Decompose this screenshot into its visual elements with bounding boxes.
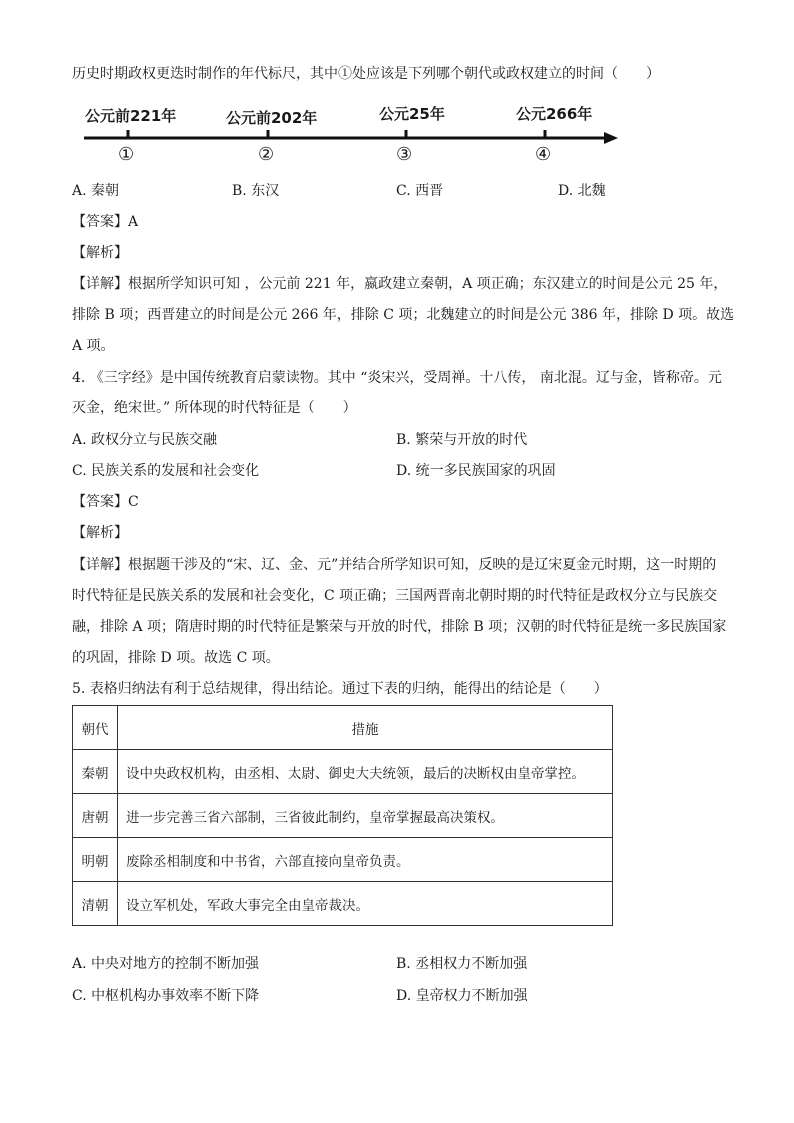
q3-stem: 历史时期政权更迭时制作的年代标尺，其中①处应该是下列哪个朝代或政权建立的时间（ ） [72,66,660,82]
timeline-marker-2: ② [258,144,275,165]
timeline-marker-4: ④ [535,144,552,165]
q4-option-a: A. 政权分立与民族交融 [72,432,218,448]
table-cell-measure: 废除丞相制度和中书省，六部直接向皇帝负责。 [118,838,613,882]
arrow-head-icon [604,132,618,144]
timeline-label-4: 公元266年 [516,105,593,123]
q3-detail-line-3: A 项。 [72,338,115,354]
q3-option-d: D. 北魏 [558,183,606,199]
q3-detail-line-2: 排除 B 项；西晋建立的时间是公元 266 年，排除 C 项；北魏建立的时间是公元 386 年，排除 D 项。故选 [72,307,735,323]
table-cell-dynasty: 明朝 [73,838,118,882]
table-header-row [73,706,613,750]
q4-analysis-tag: 【解析】 [72,525,128,541]
q5-stem: 5. 表格归纳法有利于总结规律，得出结论。通过下表的归纳，能得出的结论是（ ） [72,681,608,697]
q3-answer: 【答案】A [72,214,139,230]
table-row [73,838,613,882]
q5-option-a: A. 中央对地方的控制不断加强 [72,956,260,972]
q4-detail-line-3: 融，排除 A 项；隋唐时期的时代特征是繁荣与开放的时代，排除 B 项；汉朝的时代特征是统一多民族国家 [72,619,727,635]
q5-option-d: D. 皇帝权力不断加强 [396,988,528,1004]
table-cell-measure: 进一步完善三省六部制，三省彼此制约，皇帝掌握最高决策权。 [118,794,613,838]
timeline-marker-1: ① [118,144,135,165]
table-cell-dynasty: 唐朝 [73,794,118,838]
timeline-label-1: 公元前221年 [85,107,177,125]
q4-option-d: D. 统一多民族国家的巩固 [396,463,556,479]
timeline [0,0,794,180]
q4-detail-line-1: 【详解】根据题干涉及的“宋、辽、金、元”并结合所学知识可知，反映的是辽宋夏金元时期，这一时期的 [72,557,717,573]
table-cell-measure: 设立军机处，军政大事完全由皇帝裁决。 [118,882,613,926]
q3-option-b: B. 东汉 [232,183,280,199]
table-header-dynasty: 朝代 [73,706,118,750]
table-row [73,794,613,838]
table-cell-dynasty: 秦朝 [73,750,118,794]
q3-option-c: C. 西晋 [396,183,444,199]
timeline-label-2: 公元前202年 [226,109,318,127]
q4-option-c: C. 民族关系的发展和社会变化 [72,463,260,479]
q4-detail-line-2: 时代特征是民族关系的发展和社会变化，C 项正确；三国两晋南北朝时期的时代特征是政权分立与民族交 [72,588,718,604]
q4-stem-line-2: 灭金，绝宋世。” 所体现的时代特征是（ ） [72,400,357,416]
q3-analysis-tag: 【解析】 [72,245,128,261]
q3-detail-line-1: 【详解】根据所学知识可知 ，公元前 221 年，嬴政建立秦朝，A 项正确；东汉建立的时间是公元 25 年， [72,276,728,292]
table-cell-dynasty: 清朝 [73,882,118,926]
table-header-measures: 措施 [118,706,613,750]
table-row [73,750,613,794]
q5-option-c: C. 中枢机构办事效率不断下降 [72,988,260,1004]
timeline-marker-3: ③ [396,144,413,165]
table-cell-measure: 设中央政权机构，由丞相、太尉、御史大夫统领，最后的决断权由皇帝掌控。 [118,750,613,794]
q5-option-b: B. 丞相权力不断加强 [396,956,528,972]
q3-option-a: A. 秦朝 [72,183,120,199]
q4-answer: 【答案】C [72,494,139,510]
q4-option-b: B. 繁荣与开放的时代 [396,432,528,448]
q4-stem-line-1: 4. 《三字经》是中国传统教育启蒙读物。其中 “炎宋兴，受周禅。十八传， 南北混。辽与金，皆称帝。元 [72,370,722,386]
timeline-label-3: 公元25年 [379,105,445,123]
table-row [73,882,613,926]
q5-table [72,705,613,926]
q4-detail-line-4: 的巩固，排除 D 项。故选 C 项。 [72,650,280,666]
